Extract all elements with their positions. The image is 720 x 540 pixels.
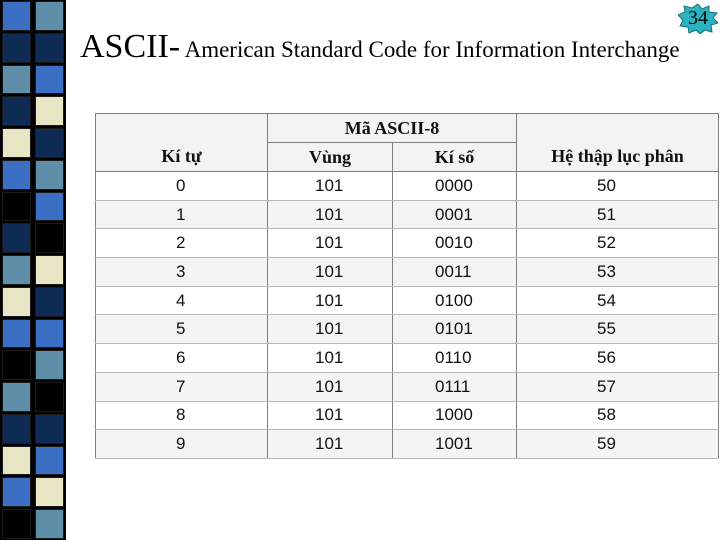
table-row (96, 430, 719, 459)
table-row (96, 315, 719, 344)
strip-column-left (0, 0, 33, 540)
strip-block (2, 160, 31, 190)
strip-block (35, 255, 64, 285)
cell-character: 9 (96, 430, 268, 459)
cell-digit: 0001 (393, 200, 517, 229)
strip-block (2, 509, 31, 539)
strip-block (2, 255, 31, 285)
cell-zone: 101 (268, 229, 393, 258)
strip-block (35, 509, 64, 539)
cell-zone: 101 (268, 172, 393, 201)
strip-block (35, 414, 64, 444)
cell-character: 6 (96, 344, 268, 373)
cell-digit: 0011 (393, 258, 517, 287)
strip-block (2, 65, 31, 95)
cell-digit: 1001 (393, 430, 517, 459)
strip-block (35, 160, 64, 190)
table-row (96, 172, 719, 201)
table-row (96, 229, 719, 258)
slide-title (80, 28, 680, 66)
strip-block (35, 287, 64, 317)
strip-block (2, 414, 31, 444)
strip-block (35, 1, 64, 31)
strip-block (2, 287, 31, 317)
cell-zone: 101 (268, 200, 393, 229)
strip-block (35, 477, 64, 507)
strip-block (2, 1, 31, 31)
cell-hex: 57 (517, 372, 719, 401)
strip-block (35, 65, 64, 95)
cell-hex: 59 (517, 430, 719, 459)
strip-column-right (33, 0, 66, 540)
slide-number-badge (678, 4, 718, 34)
cell-digit: 0111 (393, 372, 517, 401)
cell-character: 1 (96, 200, 268, 229)
slide-title-subtitle: American Standard Code for Information Interchange (180, 37, 680, 62)
strip-block (2, 33, 31, 63)
cell-zone: 101 (268, 258, 393, 287)
strip-block (2, 350, 31, 380)
cell-digit: 0101 (393, 315, 517, 344)
strip-block (2, 382, 31, 412)
header-zone: Vùng (268, 143, 393, 172)
strip-block (35, 128, 64, 158)
cell-digit: 0000 (393, 172, 517, 201)
strip-block (2, 477, 31, 507)
slide-number: 34 (688, 7, 708, 29)
strip-block (2, 446, 31, 476)
strip-block (35, 96, 64, 126)
table-row (96, 372, 719, 401)
slide-title-main: ASCII- (80, 28, 181, 65)
cell-character: 0 (96, 172, 268, 201)
table-row (96, 401, 719, 430)
cell-zone: 101 (268, 286, 393, 315)
ascii-table-container (95, 113, 719, 459)
cell-zone: 101 (268, 315, 393, 344)
strip-block (2, 319, 31, 349)
strip-block (2, 192, 31, 222)
table-row (96, 258, 719, 287)
cell-character: 8 (96, 401, 268, 430)
header-ascii8-group: Mã ASCII-8 (268, 114, 517, 143)
header-hex: Hệ thập lục phân (517, 114, 719, 172)
header-character: Kí tự (96, 114, 268, 172)
cell-character: 4 (96, 286, 268, 315)
header-digit: Kí số (393, 143, 517, 172)
table-row (96, 286, 719, 315)
cell-digit: 1000 (393, 401, 517, 430)
strip-block (35, 446, 64, 476)
strip-block (35, 33, 64, 63)
strip-block (35, 192, 64, 222)
cell-digit: 0110 (393, 344, 517, 373)
strip-block (35, 223, 64, 253)
table-row (96, 344, 719, 373)
cell-digit: 0100 (393, 286, 517, 315)
cell-zone: 101 (268, 401, 393, 430)
strip-block (35, 319, 64, 349)
strip-block (35, 350, 64, 380)
decorative-side-strip (0, 0, 66, 540)
cell-digit: 0010 (393, 229, 517, 258)
cell-hex: 53 (517, 258, 719, 287)
strip-block (2, 128, 31, 158)
cell-hex: 54 (517, 286, 719, 315)
cell-character: 5 (96, 315, 268, 344)
cell-hex: 56 (517, 344, 719, 373)
cell-hex: 51 (517, 200, 719, 229)
cell-character: 2 (96, 229, 268, 258)
strip-block (2, 223, 31, 253)
cell-hex: 52 (517, 229, 719, 258)
cell-zone: 101 (268, 430, 393, 459)
strip-block (35, 382, 64, 412)
table-row (96, 200, 719, 229)
cell-hex: 58 (517, 401, 719, 430)
cell-hex: 55 (517, 315, 719, 344)
strip-block (2, 96, 31, 126)
cell-zone: 101 (268, 344, 393, 373)
ascii-table (95, 113, 719, 459)
cell-zone: 101 (268, 372, 393, 401)
cell-character: 7 (96, 372, 268, 401)
cell-hex: 50 (517, 172, 719, 201)
cell-character: 3 (96, 258, 268, 287)
